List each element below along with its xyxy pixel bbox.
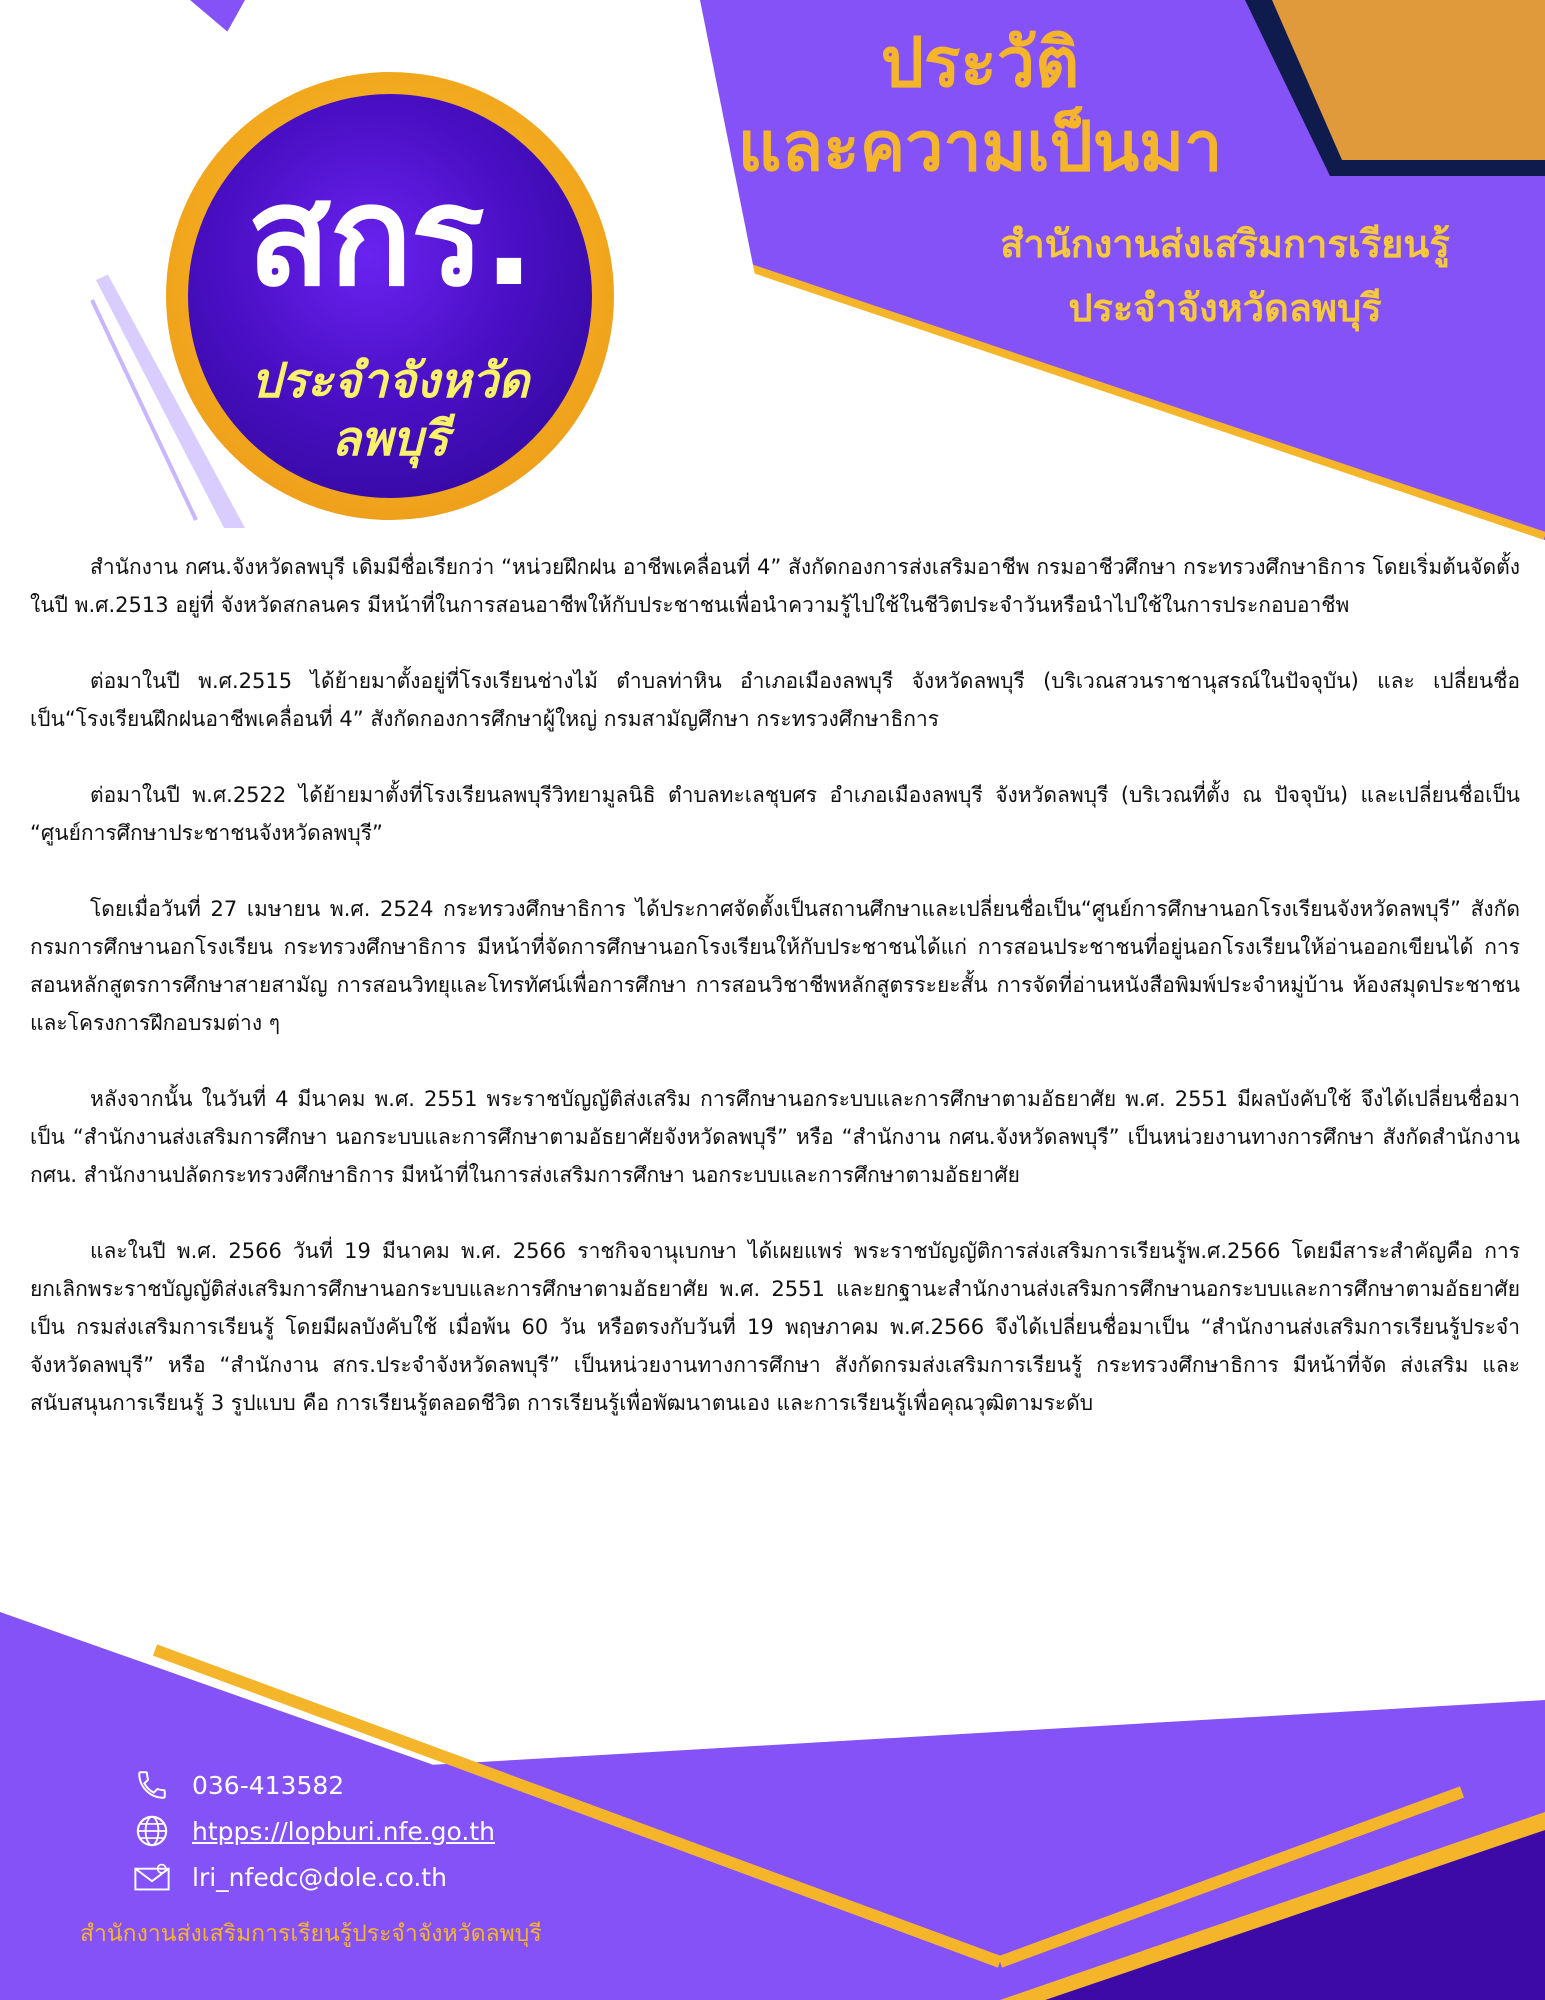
- page-subtitle: [910, 212, 1540, 340]
- logo-line-1: ประจำจังหวัด: [250, 353, 530, 409]
- history-paragraph: สำนักงาน กศน.จังหวัดลพบุรี เดิมมีชื่อเรียกว่า “หน่วยฝึกฝน อาชีพเคลื่อนที่ 4” สังกัดกองการส่งเสริมอาชีพ กรมอาชีวศึกษา กระทรวงศึกษาธิการ โดยเริ่มต้นจัดตั้งในปี พ.ศ.2513 อยู่ที่ จังหวัดสกลนคร มีหน้าที่ในการสอนอาชีพให้กับประชาชนเพื่อนำความรู้ไปใช้ในชีวิตประจำวันหรือนำไปใช้ในการประกอบอาชีพ: [30, 555, 1520, 617]
- title-line-2: และความเป็นมา: [737, 108, 1223, 187]
- mail-icon: [132, 1859, 172, 1895]
- subtitle-line-1: สำนักงานส่งเสริมการเรียนรู้: [1000, 222, 1450, 266]
- contact-phone[interactable]: 036-413582: [192, 1770, 345, 1800]
- logo-abbr: สกร.: [246, 156, 534, 317]
- globe-icon: [132, 1813, 172, 1849]
- history-content: [30, 548, 1520, 1460]
- logo-badge: [166, 72, 614, 520]
- contact-website-link[interactable]: htpps://lopburi.nfe.go.th: [192, 1816, 495, 1846]
- history-paragraph: หลังจากนั้น ในวันที่ 4 มีนาคม พ.ศ. 2551 พระราชบัญญัติส่งเสริม การศึกษานอกระบบและการศึกษาตามอัธยาศัย พ.ศ. 2551 มีผลบังคับใช้ จึงได้เปลี่ยนชื่อมาเป็น “สำนักงานส่งเสริมการศึกษา นอกระบบและการศึกษาตามอัธยาศัยจังหวัดลพบุรี” หรือ “สำนักงาน กศน.จังหวัดลพบุรี” เป็นหน่วยงานทางการศึกษา สังกัดสำนักงาน กศน. สำนักงานปลัดกระทรวงศึกษาธิการ มีหน้าที่ในการส่งเสริมการศึกษา นอกระบบและการศึกษาตามอัธยาศัย: [30, 1087, 1520, 1187]
- page-title: [700, 22, 1260, 190]
- subtitle-line-2: ประจำจังหวัดลพบุรี: [1068, 286, 1382, 330]
- contact-website-row: [132, 1808, 495, 1854]
- contact-email[interactable]: lri_nfedc@dole.co.th: [192, 1862, 447, 1892]
- title-line-1: ประวัติ: [880, 24, 1080, 103]
- logo-line-2: ลพบุรี: [331, 411, 449, 467]
- contact-info: [132, 1762, 495, 1900]
- contact-email-row: [132, 1854, 495, 1900]
- history-paragraph: โดยเมื่อวันที่ 27 เมษายน พ.ศ. 2524 กระทรวงศึกษาธิการ ได้ประกาศจัดตั้งเป็นสถานศึกษาและเปลี่ยนชื่อเป็น“ศูนย์การศึกษานอกโรงเรียนจังหวัดลพบุรี” สังกัดกรมการศึกษานอกโรงเรียน กระทรวงศึกษาธิการ มีหน้าที่จัดการศึกษานอกโรงเรียนให้กับประชาชนได้แก่ การสอนประชาชนที่อยู่นอกโรงเรียนให้อ่านออกเขียนได้ การสอนหลักสูตรการศึกษาสายสามัญ การสอนวิทยุและโทรทัศน์เพื่อการศึกษา การสอนวิชาชีพหลักสูตรระยะสั้น การจัดที่อ่านหนังสือพิมพ์ประจำหมู่บ้าน ห้องสมุดประชาชน และโครงการฝึกอบรมต่าง ๆ: [30, 897, 1520, 1035]
- footer-org-name: สำนักงานส่งเสริมการเรียนรู้ประจำจังหวัดลพบุรี: [80, 1921, 542, 1947]
- history-paragraph: และในปี พ.ศ. 2566 วันที่ 19 มีนาคม พ.ศ. 2566 ราชกิจจานุเบกษา ได้เผยแพร่ พระราชบัญญัติการส่งเสริมการเรียนรู้พ.ศ.2566 โดยมีสาระสำคัญคือ การยกเลิกพระราชบัญญัติส่งเสริมการศึกษานอกระบบและการศึกษาตามอัธยาศัย พ.ศ. 2551 และยกฐานะสำนักงานส่งเสริมการศึกษานอกระบบและการศึกษาตามอัธยาศัย เป็น กรมส่งเสริมการเรียนรู้ โดยมีผลบังคับใช้ เมื่อพ้น 60 วัน หรือตรงกับวันที่ 19 พฤษภาคม พ.ศ.2566 จึงได้เปลี่ยนชื่อมาเป็น “สำนักงานส่งเสริมการเรียนรู้ประจำจังหวัดลพบุรี” หรือ “สำนักงาน สกร.ประจำจังหวัดลพบุรี” เป็นหน่วยงานทางการศึกษา สังกัดกรมส่งเสริมการเรียนรู้ กระทรวงศึกษาธิการ มีหน้าที่จัด ส่งเสริม และสนับสนุนการเรียนรู้ 3 รูปแบบ คือ การเรียนรู้ตลอดชีวิต การเรียนรู้เพื่อพัฒนาตนเอง และการเรียนรู้เพื่อคุณวุฒิตามระดับ: [30, 1239, 1520, 1415]
- phone-icon: [132, 1767, 172, 1803]
- history-paragraph: ต่อมาในปี พ.ศ.2522 ได้ย้ายมาตั้งที่โรงเรียนลพบุรีวิทยามูลนิธิ ตำบลทะเลชุบศร อำเภอเมืองลพบุรี จังหวัดลพบุรี (บริเวณที่ตั้ง ณ ปัจจุบัน) และเปลี่ยนชื่อเป็น “ศูนย์การศึกษาประชาชนจังหวัดลพบุรี”: [30, 783, 1520, 845]
- logo-inner-circle: [188, 94, 592, 498]
- logo-subtitle: [188, 352, 592, 468]
- history-paragraph: ต่อมาในปี พ.ศ.2515 ได้ย้ายมาตั้งอยู่ที่โรงเรียนช่างไม้ ตำบลท่าหิน อำเภอเมืองลพบุรี จังหวัดลพบุรี (บริเวณสวนราชานุสรณ์ในปัจจุบัน) และ เปลี่ยนชื่อเป็น“โรงเรียนฝึกฝนอาชีพเคลื่อนที่ 4” สังกัดกองการศึกษาผู้ใหญ่ กรมสามัญศึกษา กระทรวงศึกษาธิการ: [30, 669, 1520, 731]
- contact-phone-row: [132, 1762, 495, 1808]
